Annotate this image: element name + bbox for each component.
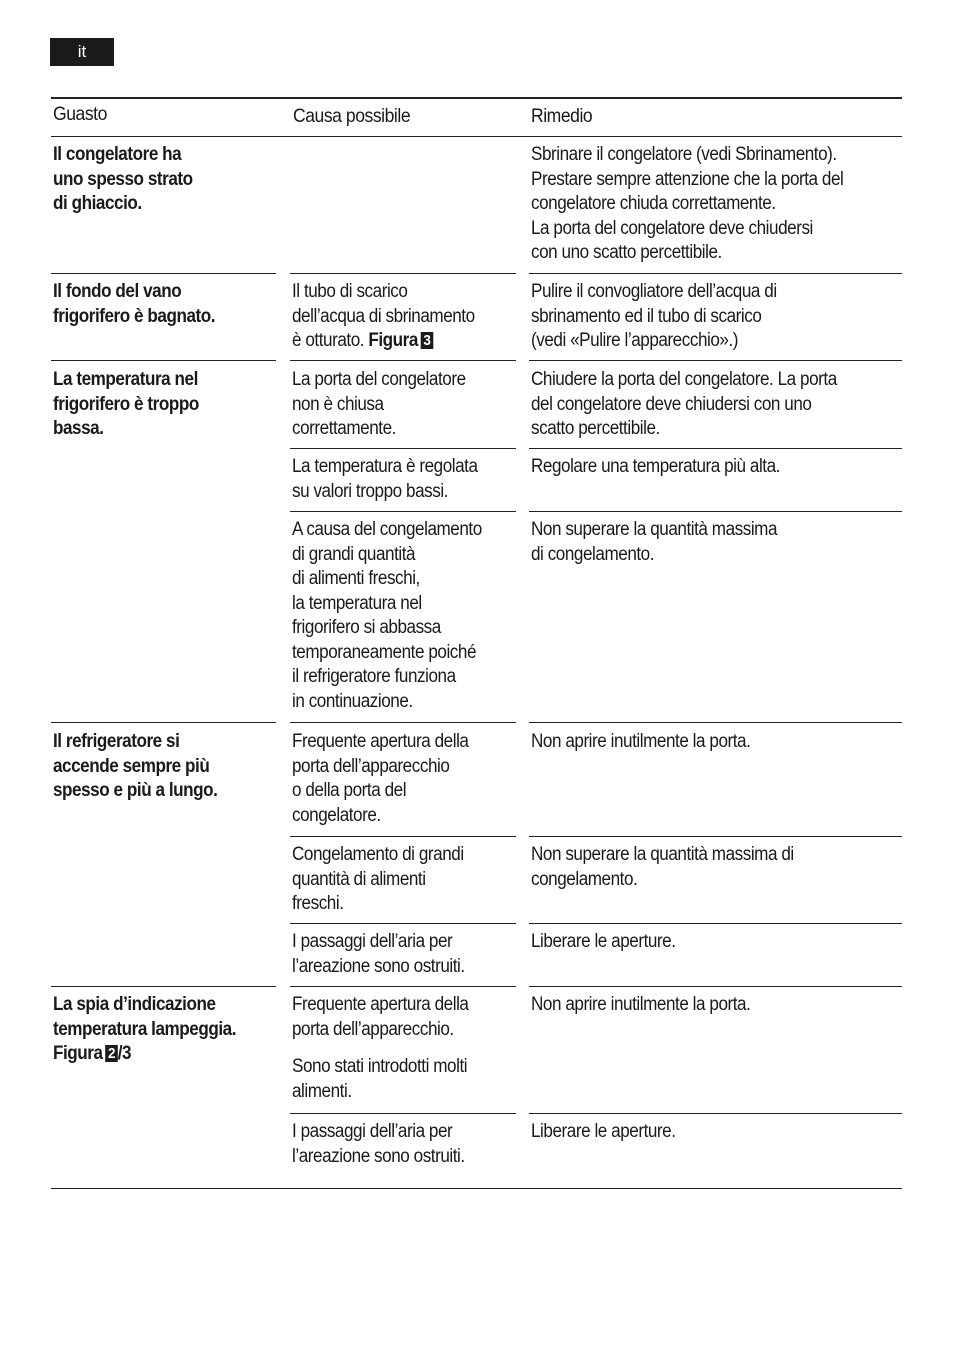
header-remedy: Rimedio bbox=[531, 105, 593, 127]
divider bbox=[290, 1113, 516, 1114]
table-bottom-rule bbox=[51, 1188, 902, 1189]
remedy-cell: Chiudere la porta del congelatore. La porta del congelatore deve chiudersi con uno scatto percettibile. bbox=[531, 369, 837, 439]
fault-cell: Il fondo del vano frigorifero è bagnato. bbox=[53, 281, 216, 327]
remedy-cell: Pulire il convogliatore dell’acqua di sbrinamento ed il tubo di scarico (vedi «Pulire l’apparecchio».) bbox=[531, 281, 777, 351]
cause-cell: I passaggi dell’aria per l’areazione sono ostruiti. bbox=[292, 1121, 465, 1167]
divider bbox=[51, 722, 276, 723]
cause-cell: I passaggi dell’aria per l’areazione sono ostruiti. bbox=[292, 931, 465, 977]
cause-cell: Sono stati introdotti molti alimenti. bbox=[292, 1056, 468, 1102]
divider bbox=[51, 273, 276, 274]
remedy-cell: Liberare le aperture. bbox=[531, 1121, 676, 1142]
remedy-cell: Non aprire inutilmente la porta. bbox=[531, 731, 751, 752]
divider bbox=[290, 511, 516, 512]
figure-number-badge: 3 bbox=[421, 332, 433, 349]
divider bbox=[529, 511, 902, 512]
remedy-cell: Sbrinare il congelatore (vedi Sbrinamento). Prestare sempre attenzione che la porta del congelatore chiuda correttamente. La porta del congelatore deve chiudersi con uno scatto percettibile. bbox=[531, 144, 844, 263]
remedy-cell: Liberare le aperture. bbox=[531, 931, 676, 952]
divider bbox=[529, 1113, 902, 1114]
divider bbox=[529, 722, 902, 723]
divider bbox=[529, 986, 902, 987]
cause-cell: Il tubo di scarico dell’acqua di sbrinamento è otturato. Figura 3 bbox=[292, 281, 475, 351]
remedy-cell: Regolare una temperatura più alta. bbox=[531, 456, 780, 477]
divider bbox=[290, 722, 516, 723]
fault-cell: La temperatura nel frigorifero è troppo bassa. bbox=[53, 369, 199, 439]
divider bbox=[51, 986, 276, 987]
cause-cell: Frequente apertura della porta dell’apparecchio. bbox=[292, 994, 469, 1040]
divider bbox=[529, 360, 902, 361]
divider bbox=[290, 360, 516, 361]
divider bbox=[290, 836, 516, 837]
figure-reference: Figura bbox=[368, 330, 418, 351]
cause-cell: Frequente apertura della porta dell’apparecchio o della porta del congelatore. bbox=[292, 731, 469, 826]
cause-cell: La porta del congelatore non è chiusa correttamente. bbox=[292, 369, 466, 439]
figure-number-badge: 2 bbox=[105, 1045, 117, 1062]
cause-cell: Congelamento di grandi quantità di alimenti freschi. bbox=[292, 844, 464, 914]
divider bbox=[529, 836, 902, 837]
header-cause: Causa possibile bbox=[293, 105, 411, 127]
remedy-cell: Non superare la quantità massima di congelamento. bbox=[531, 844, 794, 890]
remedy-cell: Non aprire inutilmente la porta. bbox=[531, 994, 751, 1015]
cause-cell: A causa del congelamento di grandi quantità di alimenti freschi, la temperatura nel frigorifero si abbassa temporaneamente poiché il refrigeratore funziona in continuazione. bbox=[292, 519, 482, 712]
divider bbox=[51, 360, 276, 361]
divider bbox=[529, 923, 902, 924]
divider bbox=[290, 273, 516, 274]
figure-reference: Figura bbox=[53, 1043, 103, 1064]
divider bbox=[529, 448, 902, 449]
language-tab: it bbox=[50, 38, 114, 66]
fault-cell: Il congelatore ha uno spesso strato di ghiaccio. bbox=[53, 144, 193, 214]
divider bbox=[290, 986, 516, 987]
divider bbox=[529, 273, 902, 274]
table-top-rule bbox=[51, 97, 902, 99]
header-bottom-rule bbox=[51, 136, 902, 137]
remedy-cell: Non superare la quantità massima di congelamento. bbox=[531, 519, 778, 565]
divider bbox=[290, 923, 516, 924]
fault-cell: La spia d’indicazione temperatura lampeggia. Figura 2 /3 bbox=[53, 994, 237, 1064]
divider bbox=[290, 448, 516, 449]
cause-cell: La temperatura è regolata su valori troppo bassi. bbox=[292, 456, 478, 502]
fault-cell: Il refrigeratore si accende sempre più spesso e più a lungo. bbox=[53, 731, 218, 801]
header-fault: Guasto bbox=[53, 103, 107, 125]
